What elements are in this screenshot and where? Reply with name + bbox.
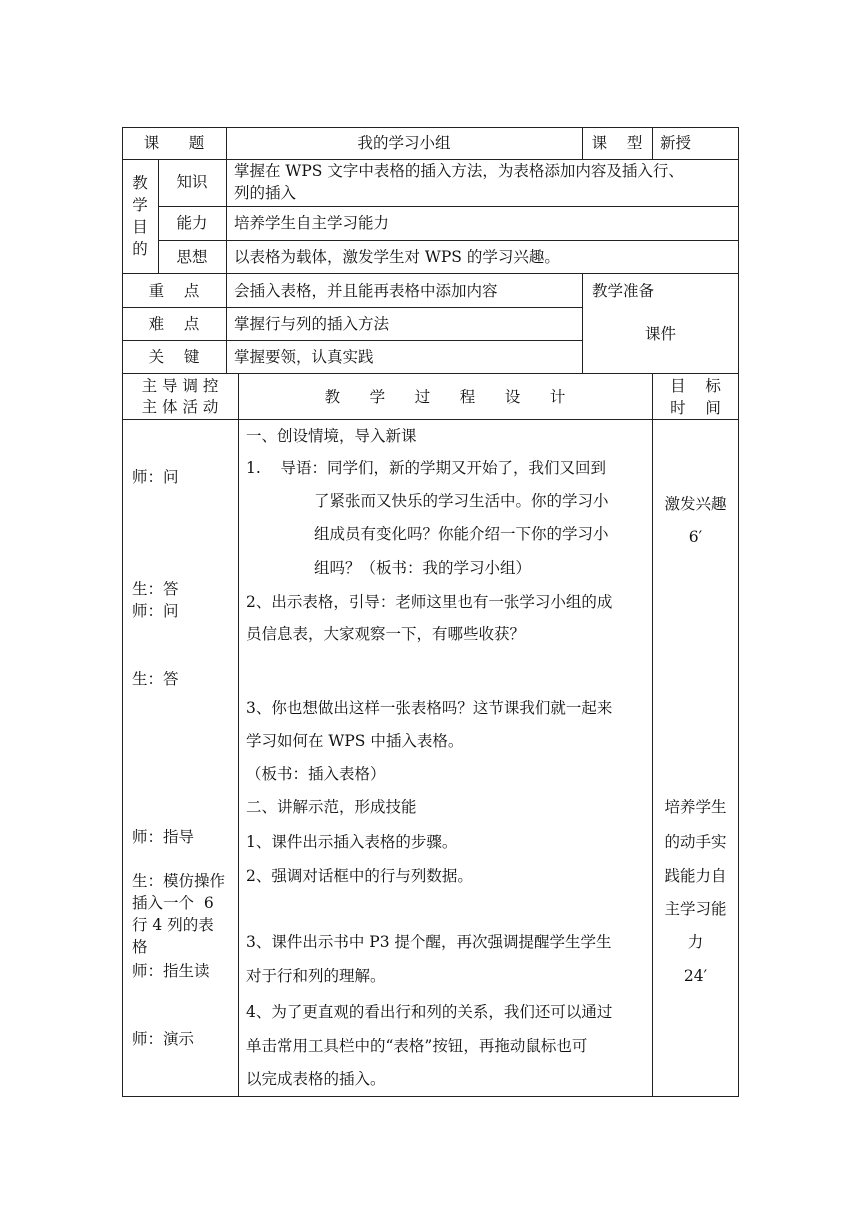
process-left-note: 格 [132,938,148,956]
process-step: 4、为了更直观的看出行和列的关系，我们还可以通过 [246,1003,613,1021]
goal-time-note: 力 [687,933,704,951]
key-point-label: 重 点 [148,282,200,300]
preparation-label: 教学准备 [592,282,655,300]
process-step: （板书：插入表格） [246,765,386,783]
topic-value: 我的学习小组 [357,134,451,152]
rule [122,340,582,341]
lesson-type-label: 课 型 [591,134,643,152]
process-step: 3、课件出示书中 P3 提个醒，再次强调提醒学生学生 [246,933,612,951]
key-point-label: 难 点 [148,315,200,333]
objectives-label-char: 目 [132,218,148,236]
process-step: 学习如何在 WPS 中插入表格。 [246,732,464,750]
rule [652,127,653,159]
objective-ability-label: 能力 [176,214,208,232]
objectives-label-char: 教 [132,174,148,192]
rule [122,273,739,274]
key-point-value: 掌握行与列的插入方法 [234,315,390,333]
process-left-note: 生：答 [132,670,179,688]
process-left-note: 生：答 [132,580,179,598]
rule [122,373,739,374]
key-point-value: 掌握要领，认真实践 [234,348,374,366]
rule [238,373,239,1097]
process-step: 3、你也想做出这样一张表格吗？这节课我们就一起来 [246,699,613,717]
objectives-label-char: 的 [132,240,148,258]
objective-thought-label: 思想 [176,248,208,266]
process-step: 一、创设情境，导入新课 [246,427,417,445]
process-left-note: 师：指导 [132,828,195,846]
objective-knowledge-line: 列的插入 [234,184,297,202]
process-left-note: 行 4 列的表 [132,916,214,934]
objective-knowledge-label: 知识 [176,173,208,191]
goal-time-note: 24′ [683,967,708,985]
process-header-right: 时 间 [670,399,721,417]
objective-ability-line: 培养学生自主学习能力 [234,214,390,232]
process-step: 二、讲解示范，形成技能 [246,798,417,816]
process-left-note: 师：演示 [132,1030,195,1048]
rule [226,159,227,273]
goal-time-note: 的动手实 [664,833,727,851]
process-left-note: 师：指生读 [132,962,210,980]
process-step: 员信息表，大家观察一下，有哪些收获？ [246,625,526,643]
process-left-note: 师：问 [132,602,179,620]
process-header-left: 主 体 活 动 [141,398,219,416]
process-header-left: 主 导 调 控 [141,377,219,395]
process-left-note: 师：问 [132,468,179,486]
goal-time-note: 主学习能 [664,900,727,918]
preparation-value: 课件 [644,325,676,343]
lesson-type-value: 新授 [660,134,692,152]
key-point-label: 关 键 [148,348,200,366]
goal-time-note: 践能力自 [664,867,727,885]
rule [158,206,739,207]
objective-thought-line: 以表格为载体，激发学生对 WPS 的学习兴趣。 [234,248,560,266]
process-header-right: 目 标 [670,377,721,395]
rule [122,419,739,420]
process-step: 组成员有变化吗？你能介绍一下你的学习小 [314,525,609,543]
rule [158,240,739,241]
process-step: 了紧张而又快乐的学习生活中。你的学习小 [314,492,609,510]
process-left-note: 插入一个 6 [132,894,214,912]
topic-label: 课 题 [143,134,205,152]
goal-time-note: 培养学生 [664,798,727,816]
objective-knowledge-line: 掌握在 WPS 文字中表格的插入方法，为表格添加内容及插入行、 [234,162,684,180]
process-header-center: 教 学 过 程 设 计 [324,388,566,406]
process-step: 1. 导语：同学们，新的学期又开始了，我们又回到 [246,459,606,477]
goal-time-note: 激发兴趣 [664,495,727,513]
process-left-note: 生：模仿操作 [132,872,226,890]
process-step: 以完成表格的插入。 [246,1070,386,1088]
process-step: 单击常用工具栏中的“表格”按钮，再拖动鼠标也可 [246,1037,588,1055]
process-step: 1、课件出示插入表格的步骤。 [246,833,458,851]
process-step: 2、强调对话框中的行与列数据。 [246,867,473,885]
process-step: 组吗？（板书：我的学习小组） [314,559,532,577]
rule [226,273,227,373]
key-point-value: 会插入表格，并且能再表格中添加内容 [234,282,498,300]
objectives-label-char: 学 [132,196,148,214]
rule [122,307,582,308]
goal-time-note: 6′ [688,528,703,546]
process-step: 对于行和列的理解。 [246,967,386,985]
process-step: 2、出示表格，引导：老师这里也有一张学习小组的成 [246,593,613,611]
